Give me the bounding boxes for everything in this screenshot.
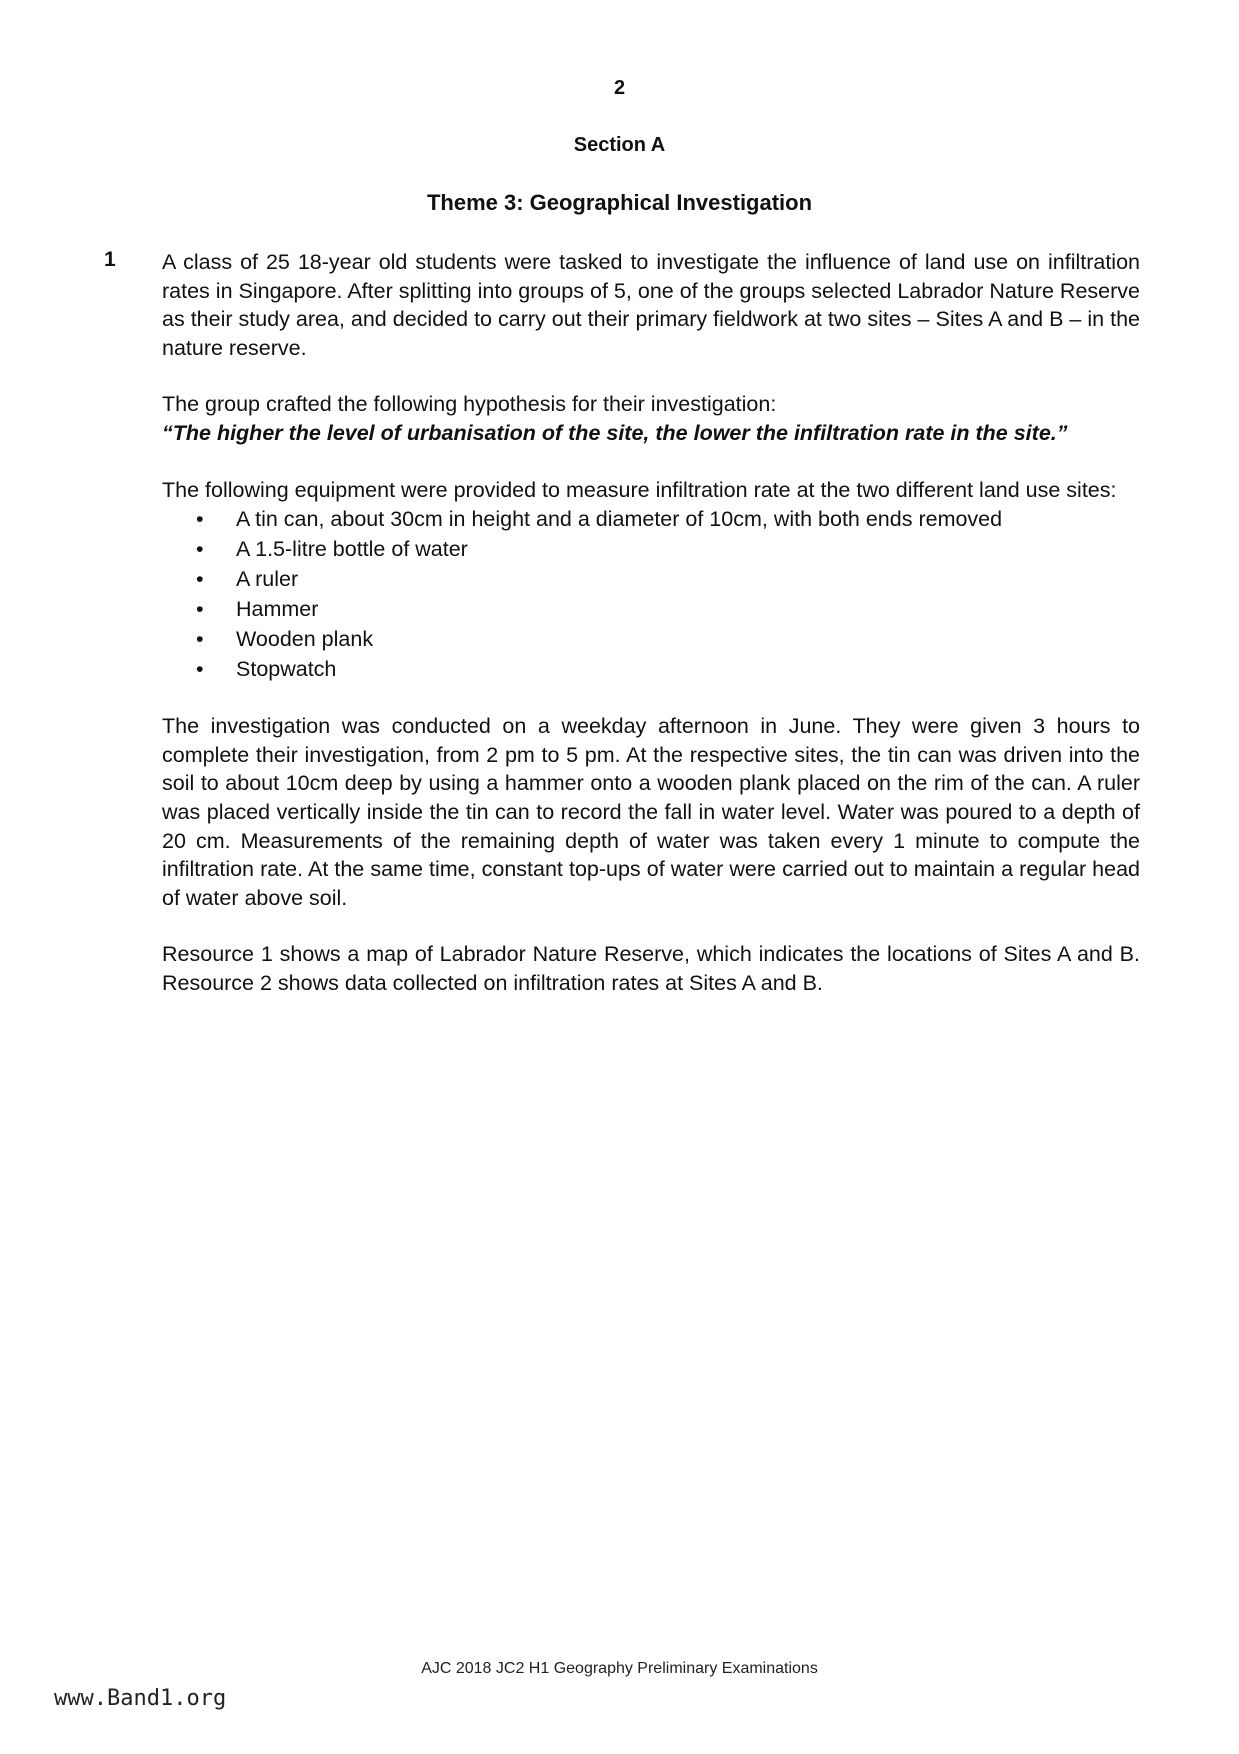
bullet-icon: • [196,627,204,652]
page-number: 2 [613,77,626,99]
question-body [162,248,1140,1026]
hypothesis-statement: “The higher the level of urbanisation of the site, the lower the infiltration rate in the site.” [162,420,1068,445]
equipment-item-text: A ruler [236,567,299,592]
question-number: 1 [104,248,116,271]
theme-title: Theme 3: Geographical Investigation [426,190,813,215]
equipment-item-text: A tin can, about 30cm in height and a diameter of 10cm, with both ends removed [236,507,1003,532]
list-item [196,624,1140,654]
watermark-link[interactable]: www.Band1.org [54,1686,227,1711]
page-footer: AJC 2018 JC2 H1 Geography Preliminary Examinations [421,1660,818,1677]
list-item [196,654,1140,684]
hypothesis-lead: The group crafted the following hypothesis for their investigation: [162,392,777,417]
equipment-list [162,504,1140,684]
list-item [196,564,1140,594]
list-item [196,594,1140,624]
method-paragraph: The investigation was conducted on a weekday afternoon in June. They were given 3 hours to complete their investigation, from 2 pm to 5 pm. At the respective sites, the tin can was driven into the soil to about 10cm deep by using a hammer onto a wooden plank placed on the rim of the can. A ruler was placed vertically inside the tin can to record the fall in water level. Water was poured to a depth of 20 cm. Measurements of the remaining depth of water was taken every 1 minute to compute the infiltration rate. At the same time, constant top-ups of water were carried out to maintain a regular head of water above soil. [162,714,1140,910]
section-title: Section A [573,134,666,156]
equipment-item-text: Stopwatch [236,657,337,682]
bullet-icon: • [196,507,204,532]
bullet-icon: • [196,597,204,622]
equipment-item-text: Hammer [236,597,319,622]
resources-paragraph: Resource 1 shows a map of Labrador Nature Reserve, which indicates the locations of Sites A and B. Resource 2 shows data collected on infiltration rates at Sites A and B. [162,942,1140,995]
list-item [196,534,1140,564]
equipment-item-text: A 1.5-litre bottle of water [236,537,468,562]
bullet-icon: • [196,537,204,562]
equipment-item-text: Wooden plank [236,627,374,652]
list-item [196,504,1140,534]
equipment-block [162,476,1140,685]
equipment-lead: The following equipment were provided to measure infiltration rate at the two different land use sites: [162,477,1117,502]
intro-paragraph: A class of 25 18-year old students were tasked to investigate the influence of land use on infiltration rates in Singapore. After splitting into groups of 5, one of the groups selected Labrador Nature Reserve as their study area, and decided to carry out their primary fieldwork at two sites – Sites A and B – in the nature reserve. [162,250,1140,360]
hypothesis-block [162,390,1140,447]
bullet-icon: • [196,567,204,592]
bullet-icon: • [196,657,204,682]
